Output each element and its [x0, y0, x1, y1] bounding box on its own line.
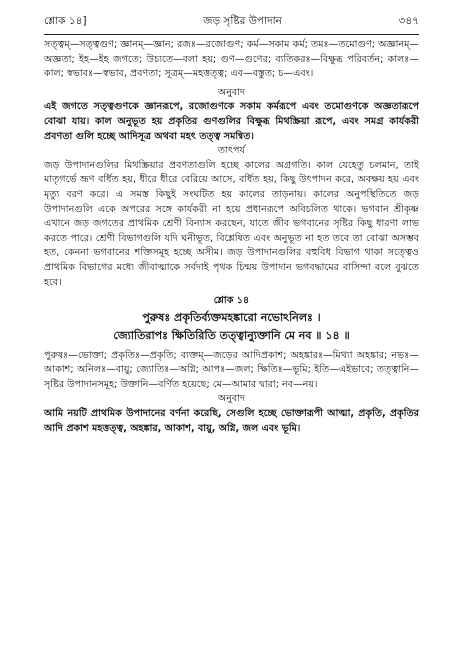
- synonyms-paragraph: সত্ত্বম্—সত্ত্বগুণ; জ্ঞানম্—জ্ঞান; রজঃ—রজোগুণ; কর্ম—সকাম কর্ম; তমঃ—তমোগুণ; অজ্ঞানম্—অজ্ঞতা; ইহ—ইহ জগতে; উচ্যতে—বলা হয়; গুণ—গুণের; ব্যতিকরঃ—বিক্ষুব্ধ পরিবর্তন; কালঃ—কাল; স্বভাবঃ—স্বভাব, প্রবণতা; সূত্রম্—মহত্তত্ত্ব; এব—বস্তুত; চ—এবং।: [44, 39, 419, 80]
- translation-paragraph: এই জগতে সত্ত্বগুণকে জ্ঞানরূপে, রজোগুণকে সকাম কর্মরূপে এবং তমোগুণকে অজ্ঞতারূপে বোঝা যায়। কাল অনুভূত হয় প্রকৃতির গুণগুলির বিক্ষুব্ধ মিথস্ক্রিয়া রূপে, এবং সমগ্র কার্যকরী প্রবণতা গুলি হচ্ছে আদিসূত্র অথবা মহৎ তত্ত্ব সমন্বিত।: [44, 101, 419, 142]
- verse-line-2: জ্যোতিরাপঃ ক্ষিতিরিতি তত্ত্বান্যুক্তানি মে নব ॥ ১৪ ॥: [113, 328, 350, 342]
- translation-paragraph-2: আমি নয়টি প্রাথমিক উপাদানের বর্ণনা করেছি, সেগুলি হচ্ছে ভোক্তারূপী আত্মা, প্রকৃতি, প্রকৃতির আদি প্রকাশ মহত্তত্ত্ব, অহঙ্কার, আকাশ, বায়ু, অগ্নি, জল এবং ভূমি।: [44, 408, 419, 434]
- verse-heading: শ্লোক ১৪: [213, 295, 250, 307]
- purport-paragraph: জড় উপাদানগুলির মিথস্ক্রিয়ার প্রবণতাগুলি হচ্ছে কালের অগ্রগতি। কাল যেহেতু চলমান, তাই মাতৃগর্ভে ভ্রূণ বর্ধিত হয়, ধীরে ধীরে বেরিয়ে আসে, বর্ধিত হয়, কিছু উৎপাদন করে, অবক্ষয় হয় এবং মৃত্যু বরণ করে। এ সমস্ত কিছুই সংঘটিত হয় কালের তাড়নায়। কালের অনুপস্থিতিতে জড় উপাদানগুলি একে অপরের সঙ্গে কার্যকরী না হয়ে প্রধানরূপে অবিচলিত থাকে। ভগবান শ্রীকৃষ্ণ এখানে জড় জগতের প্রাথমিক শ্রেণী বিন্যাস করছেন, যাতে জীব ভগবানের সৃষ্টির কিছু ধারণা লাভ করতে পারে। শ্রেণী বিভাগগুলি যদি ঘনীভূত, বিশ্লেষিত এবং অনুভূত না হত তবে তা বোঝা অসম্ভব হত, কেননা ভগবানের শক্তিসমূহ হচ্ছে অসীম। জড় উপাদানগুলির বহুবিধ বিভাগ থাকা সত্ত্বেও প্রাথমিক বিভাগের মধ্যে জীবাত্মাকে সর্বদাই পৃথক চিন্ময় উপাদান ভগবদ্ধামের বাসিন্দা বলে বুঝতে হবে।: [44, 159, 419, 288]
- header-verse-ref: শ্লোক ১৪]: [44, 15, 87, 27]
- header-chapter-title: জড় সৃষ্টির উপাদান: [203, 15, 282, 27]
- translation-heading: অনুবাদ: [217, 86, 246, 98]
- verse-line-1: পুরুষঃ প্রকৃতির্ব্যক্তমহঙ্কারো নভোঽনিলঃ ।: [142, 310, 321, 324]
- purport-heading: তাৎপর্য: [217, 145, 246, 157]
- synonyms-paragraph-2: পুরুষঃ—ভোক্তা; প্রকৃতিঃ—প্রকৃতি; ব্যক্তম্—জড়ের আদিপ্রকাশ; অহঙ্কারঃ—মিথ্যা অহঙ্কার; নভঃ—আকাশ; অনিলঃ—বায়ু; জ্যোতিঃ—অগ্নি; আপঃ—জল; ক্ষিতিঃ—ভূমি; ইতি—এইভাবে; তত্ত্বানি—সৃষ্টির উপাদানসমূহ; উক্তানি—বর্ণিত হয়েছে; মে—আমার দ্বারা; নব—নয়।: [44, 349, 419, 390]
- page-number: ৩৪৭: [398, 15, 419, 27]
- translation-heading-2: অনুবাদ: [217, 393, 246, 405]
- running-header: [44, 14, 419, 35]
